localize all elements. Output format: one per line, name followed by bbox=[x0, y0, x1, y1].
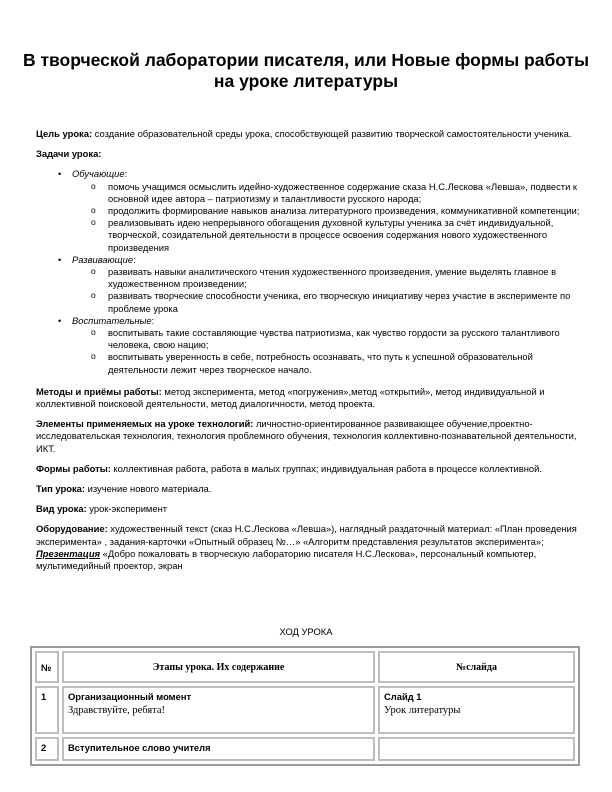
forms-text: коллективная работа, работа в малых группах; индивидуальная работа в процессе коллективной. bbox=[110, 462, 542, 474]
methods-label: Методы и приёмы работы: bbox=[36, 385, 162, 397]
task-group-educational: • Воспитательные: o воспитывать такие составляющие чувства патриотизма, как чувство гордости за русского талантливого человека, свою нацию; o воспитывать уверенность в себе, потребность осознавать, что путь к успешной образовательной деятельности лежит через творческое начало. bbox=[36, 315, 580, 376]
plan-heading: ХОД УРОКА bbox=[279, 626, 333, 637]
goal-text: создание образовательной среды урока, способствующей развитию творческой самостоятельности ученика. bbox=[92, 128, 572, 139]
lesson-type-label: Тип урока: bbox=[36, 483, 85, 495]
row-slide-text: Урок литературы bbox=[384, 705, 461, 716]
task-item: o воспитывать такие составляющие чувства патриотизма, как чувство гордости за русского талантливого человека, свою нацию; bbox=[72, 327, 580, 351]
lesson-type-text: изучение нового материала. bbox=[84, 483, 212, 495]
forms-label: Формы работы: bbox=[36, 462, 111, 474]
lesson-body bbox=[36, 128, 580, 580]
technologies-text: личностно-ориентированное развивающее обучение,проектно-исследовательская технология, технология проблемного обучения, технология коллективно-познавательной деятельности, ИКТ. bbox=[36, 418, 577, 454]
task-group-name: Обучающие bbox=[72, 168, 125, 180]
tasks-list bbox=[36, 168, 580, 375]
lesson-kind-label: Вид урока: bbox=[36, 503, 87, 515]
technologies-label: Элементы применяемых на уроке технологий: bbox=[36, 418, 254, 430]
task-group-teaching: • Обучающие: o помочь учащимся осмыслить идейно-художественное содержание сказа Н.С.Лескова «Левша», подвести к основной идее автора – патриотизму и талантливости русского народа; o продолжить формирование навыков анализа литературного произведения, коммуникативной компетенции; o реализовывать идею непрерывного обогащения духовной культуры ученика за счёт индивидуальной, творческой, созидательной деятельности в процессе освоения содержания нового художественного произведения bbox=[36, 168, 580, 253]
task-item: o помочь учащимся осмыслить идейно-художественное содержание сказа Н.С.Лескова «Левша», подвести к основной идее автора – патриотизму и талантливости русского народа; bbox=[72, 181, 580, 205]
task-group-developing: • Развивающие: o развивать навыки аналитического чтения художественного произведения, умение выделять главное в художественном произведении; o развивать творческие способности ученика, его творческую инициативу через участие в эксперименте по проблеме урока bbox=[36, 254, 580, 315]
methods-text: метод эксперимента, метод «погружения»,метод «открытий», метод индивидуальной и коллективной поисковой деятельности, метод диалогичности, метод проекта. bbox=[36, 385, 545, 410]
task-item: o продолжить формирование навыков анализа литературного произведения, коммуникативной компетенции; bbox=[72, 205, 580, 217]
table-header-row bbox=[35, 651, 575, 683]
presentation-link[interactable]: Презентация bbox=[36, 547, 101, 559]
header-stages: Этапы урока. Их содержание bbox=[62, 651, 375, 683]
tasks-heading: Задачи урока: bbox=[36, 148, 102, 160]
lesson-table bbox=[30, 646, 580, 766]
task-group-name: Развивающие bbox=[72, 253, 134, 265]
row-number: 2 bbox=[35, 737, 59, 761]
task-item: o реализовывать идею непрерывного обогащения духовной культуры ученика за счёт индивидуальной, творческой, созидательной деятельности в процессе освоения содержания нового художественного произведения bbox=[72, 217, 580, 254]
page-title: В творческой лаборатории писателя, или Новые формы работы на уроке литературы bbox=[22, 50, 590, 91]
equipment-text-after: «Добро пожаловать в творческую лабораторию писателя Н.С.Лескова», персональный компьютер, мультимедийный проектор, экран bbox=[36, 547, 537, 572]
forms-paragraph bbox=[36, 463, 580, 475]
methods-paragraph bbox=[36, 386, 580, 410]
equipment-text: художественный текст (сказ Н.С.Лескова «Левша»), наглядный раздаточный материал: «План проведения эксперимента» , задания-карточки «Опытный образец №…» «Алгоритм представления результатов эксперимента»; bbox=[36, 523, 577, 547]
table-row bbox=[35, 737, 575, 761]
technologies-paragraph bbox=[36, 418, 580, 455]
lesson-type-paragraph bbox=[36, 483, 580, 495]
row-stage-title: Организационный момент bbox=[68, 691, 192, 702]
equipment-label: Оборудование: bbox=[36, 523, 108, 535]
equipment-paragraph bbox=[36, 523, 580, 572]
row-stage-cell bbox=[62, 686, 375, 734]
task-item: o развивать творческие способности ученика, его творческую инициативу через участие в эксперименте по проблеме урока bbox=[72, 290, 580, 314]
row-stage-title: Вступительное слово учителя bbox=[68, 742, 211, 753]
header-slide: №слайда bbox=[378, 651, 575, 683]
lesson-kind-text: урок-эксперимент bbox=[86, 503, 168, 515]
task-item: o развивать навыки аналитического чтения художественного произведения, умение выделять главное в художественном произведении; bbox=[72, 266, 580, 290]
header-number: № bbox=[35, 651, 59, 683]
row-slide-cell bbox=[378, 686, 575, 734]
row-slide-title: Слайд 1 bbox=[384, 691, 422, 702]
row-number: 1 bbox=[35, 686, 59, 734]
lesson-kind-paragraph bbox=[36, 503, 580, 515]
goal-label: Цель урока: bbox=[36, 128, 93, 139]
task-group-name: Воспитательные bbox=[72, 314, 152, 326]
goal-paragraph bbox=[36, 128, 580, 140]
task-item: o воспитывать уверенность в себе, потребность осознавать, что путь к успешной образовательной деятельности лежит через творческое начало. bbox=[72, 351, 580, 375]
row-stage-text: Здравствуйте, ребята! bbox=[68, 705, 166, 716]
row-stage-cell bbox=[62, 737, 375, 761]
row-slide-cell bbox=[378, 737, 575, 761]
table-row bbox=[35, 686, 575, 734]
